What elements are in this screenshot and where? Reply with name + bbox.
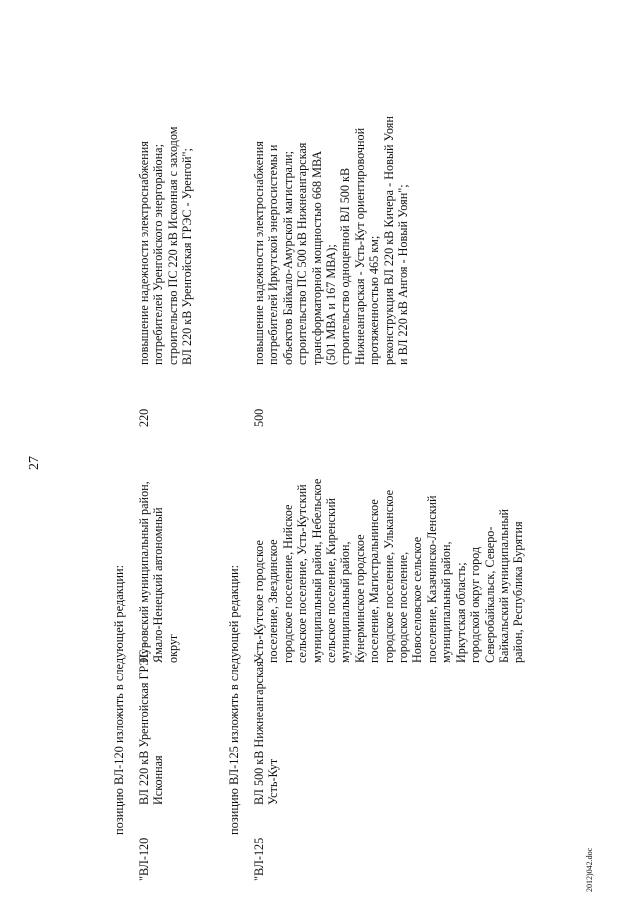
instruction-vl-120: позицию ВЛ-120 изложить в следующей редакции: bbox=[112, 564, 126, 835]
line-name-text: Усть-Кут bbox=[266, 758, 281, 805]
line-area-text: округ bbox=[165, 633, 180, 663]
line-area-text: городской округ город bbox=[468, 546, 483, 663]
amendment-content bbox=[80, 55, 580, 885]
line-area-text: район, Республика Бурятия bbox=[511, 521, 526, 663]
instruction-vl-125: позицию ВЛ-125 изложить в следующей редакции: bbox=[227, 564, 241, 835]
line-voltage: 220 bbox=[137, 408, 151, 427]
line-purpose-text: повышение надежности электроснабжения bbox=[137, 141, 151, 365]
line-purpose-text: потребителей Иркутской энергосистемы и bbox=[266, 144, 281, 365]
line-purpose-text: ВЛ 220 кВ Уренгойская ГРЭС - Уренгой"; bbox=[180, 148, 195, 365]
line-purpose-text: реконструкция ВЛ 220 кВ Кичера - Новый Уоян bbox=[381, 116, 396, 365]
line-name bbox=[252, 654, 281, 805]
line-name-text: Исконная bbox=[151, 755, 166, 805]
line-purpose-text: и ВЛ 220 кВ Ангоя - Новый Уоян"; bbox=[396, 184, 411, 365]
line-area-text: Новоселовское сельское bbox=[410, 536, 425, 663]
line-area bbox=[252, 478, 526, 663]
page-number: 27 bbox=[27, 456, 42, 470]
line-area-text: муниципальный район, bbox=[439, 541, 454, 663]
line-purpose-text: (501 МВА и 167 МВА); bbox=[324, 244, 339, 365]
line-voltage: 500 bbox=[252, 408, 266, 427]
line-area-text: поселение, Казачинско-Ленский bbox=[424, 495, 439, 663]
line-purpose-text: повышение надежности электроснабжения bbox=[252, 141, 266, 365]
line-purpose-text: строительство одноцепной ВЛ 500 кВ bbox=[338, 167, 353, 365]
line-area-text: Кунерминское городское bbox=[352, 534, 367, 663]
line-area-text: сельское поселение, Киренский bbox=[324, 498, 339, 663]
line-area-text: городское поселение, bbox=[396, 551, 411, 663]
line-purpose-text: Нижнеангарская - Усть-Кут ориентировочной bbox=[352, 127, 367, 365]
line-purpose-text: объектов Байкало-Амурской магистрали; bbox=[280, 150, 295, 365]
line-area bbox=[137, 481, 180, 663]
line-code: "ВЛ-125 bbox=[252, 837, 266, 881]
line-purpose-text: потребителей Уренгойского энергорайона; bbox=[151, 144, 166, 365]
line-purpose-text: строительство ПС 220 кВ Исконная с заходом bbox=[165, 126, 180, 365]
line-area-text: городское поселение, Ульканское bbox=[381, 489, 396, 663]
line-code: "ВЛ-120 bbox=[137, 837, 151, 881]
line-area-text: Северобайкальск, Северо- bbox=[482, 526, 497, 663]
line-area-text: Иркутская область; bbox=[453, 562, 468, 663]
line-purpose-text: трансформаторной мощностью 668 МВА bbox=[309, 150, 324, 365]
line-area-text: Пуровский муниципальный район, bbox=[137, 481, 151, 663]
document-code: 2012)042.doc bbox=[585, 847, 594, 892]
line-area-text: Ямало-Ненецкий автономный bbox=[151, 507, 166, 663]
line-area-text: Байкальский муниципальный bbox=[496, 508, 511, 663]
line-area-text: поселение, Магистральнинское bbox=[367, 499, 382, 663]
line-purpose-text: протяженностью 465 км; bbox=[367, 235, 382, 365]
line-area-text: муниципальный район, Небельское bbox=[309, 478, 324, 663]
line-area-text: городское поселение, Нийское bbox=[280, 504, 295, 663]
line-name bbox=[137, 642, 166, 805]
line-name-text: ВЛ 500 кВ Нижнеангарская - bbox=[252, 654, 266, 805]
line-purpose-text: строительство ПС 500 кВ Нижнеангарская bbox=[295, 142, 310, 365]
line-area-text: муниципальный район, bbox=[338, 541, 353, 663]
line-area-text: поселение, Звездинское bbox=[266, 539, 281, 663]
line-area-text: сельское поселение, Усть-Кутский bbox=[295, 484, 310, 663]
line-purpose bbox=[252, 35, 410, 365]
line-name-text: ВЛ 220 кВ Уренгойская ГРЭС - bbox=[137, 642, 151, 805]
line-area-text: Усть-Кутское городское bbox=[252, 540, 266, 663]
line-purpose bbox=[137, 35, 195, 365]
